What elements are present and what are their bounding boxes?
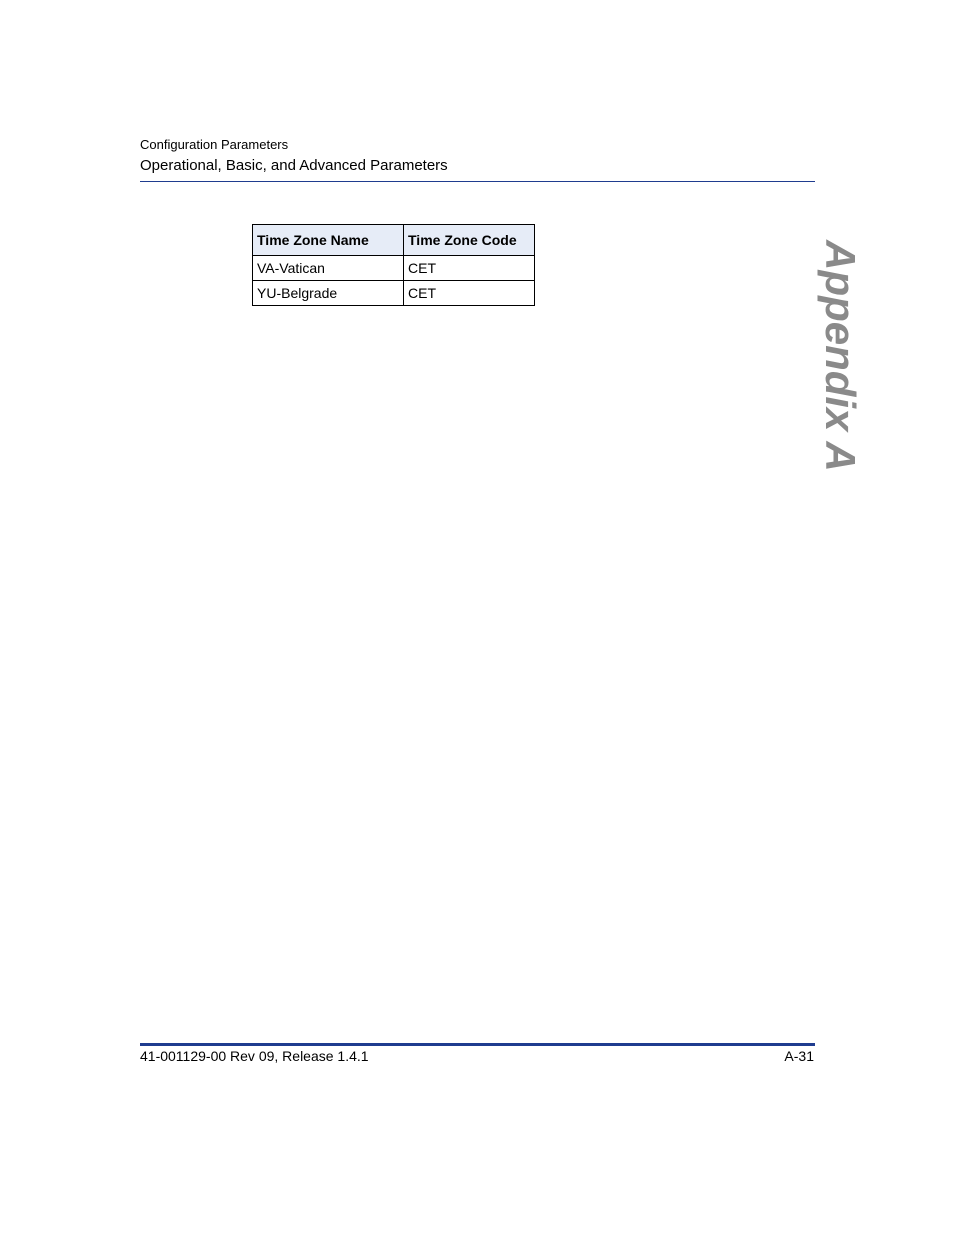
cell-time-zone-name: YU-Belgrade	[253, 281, 404, 306]
table-row	[253, 281, 535, 306]
appendix-side-tab-label: Appendix A	[817, 239, 864, 472]
footer-divider	[140, 1043, 815, 1046]
table-header-row	[253, 225, 535, 256]
running-header-subsection: Operational, Basic, and Advanced Parameters	[140, 157, 448, 174]
time-zone-table	[252, 224, 535, 306]
appendix-side-tab	[815, 239, 865, 472]
header-divider	[140, 181, 815, 182]
column-header-time-zone-code: Time Zone Code	[404, 225, 535, 256]
column-header-time-zone-name: Time Zone Name	[253, 225, 404, 256]
table-row	[253, 256, 535, 281]
running-header-section: Configuration Parameters	[140, 137, 289, 152]
cell-time-zone-code: CET	[404, 281, 535, 306]
cell-time-zone-code: CET	[404, 256, 535, 281]
cell-time-zone-name: VA-Vatican	[253, 256, 404, 281]
footer-document-id: 41-001129-00 Rev 09, Release 1.4.1	[140, 1048, 369, 1064]
footer-page-number: A-31	[784, 1048, 814, 1064]
